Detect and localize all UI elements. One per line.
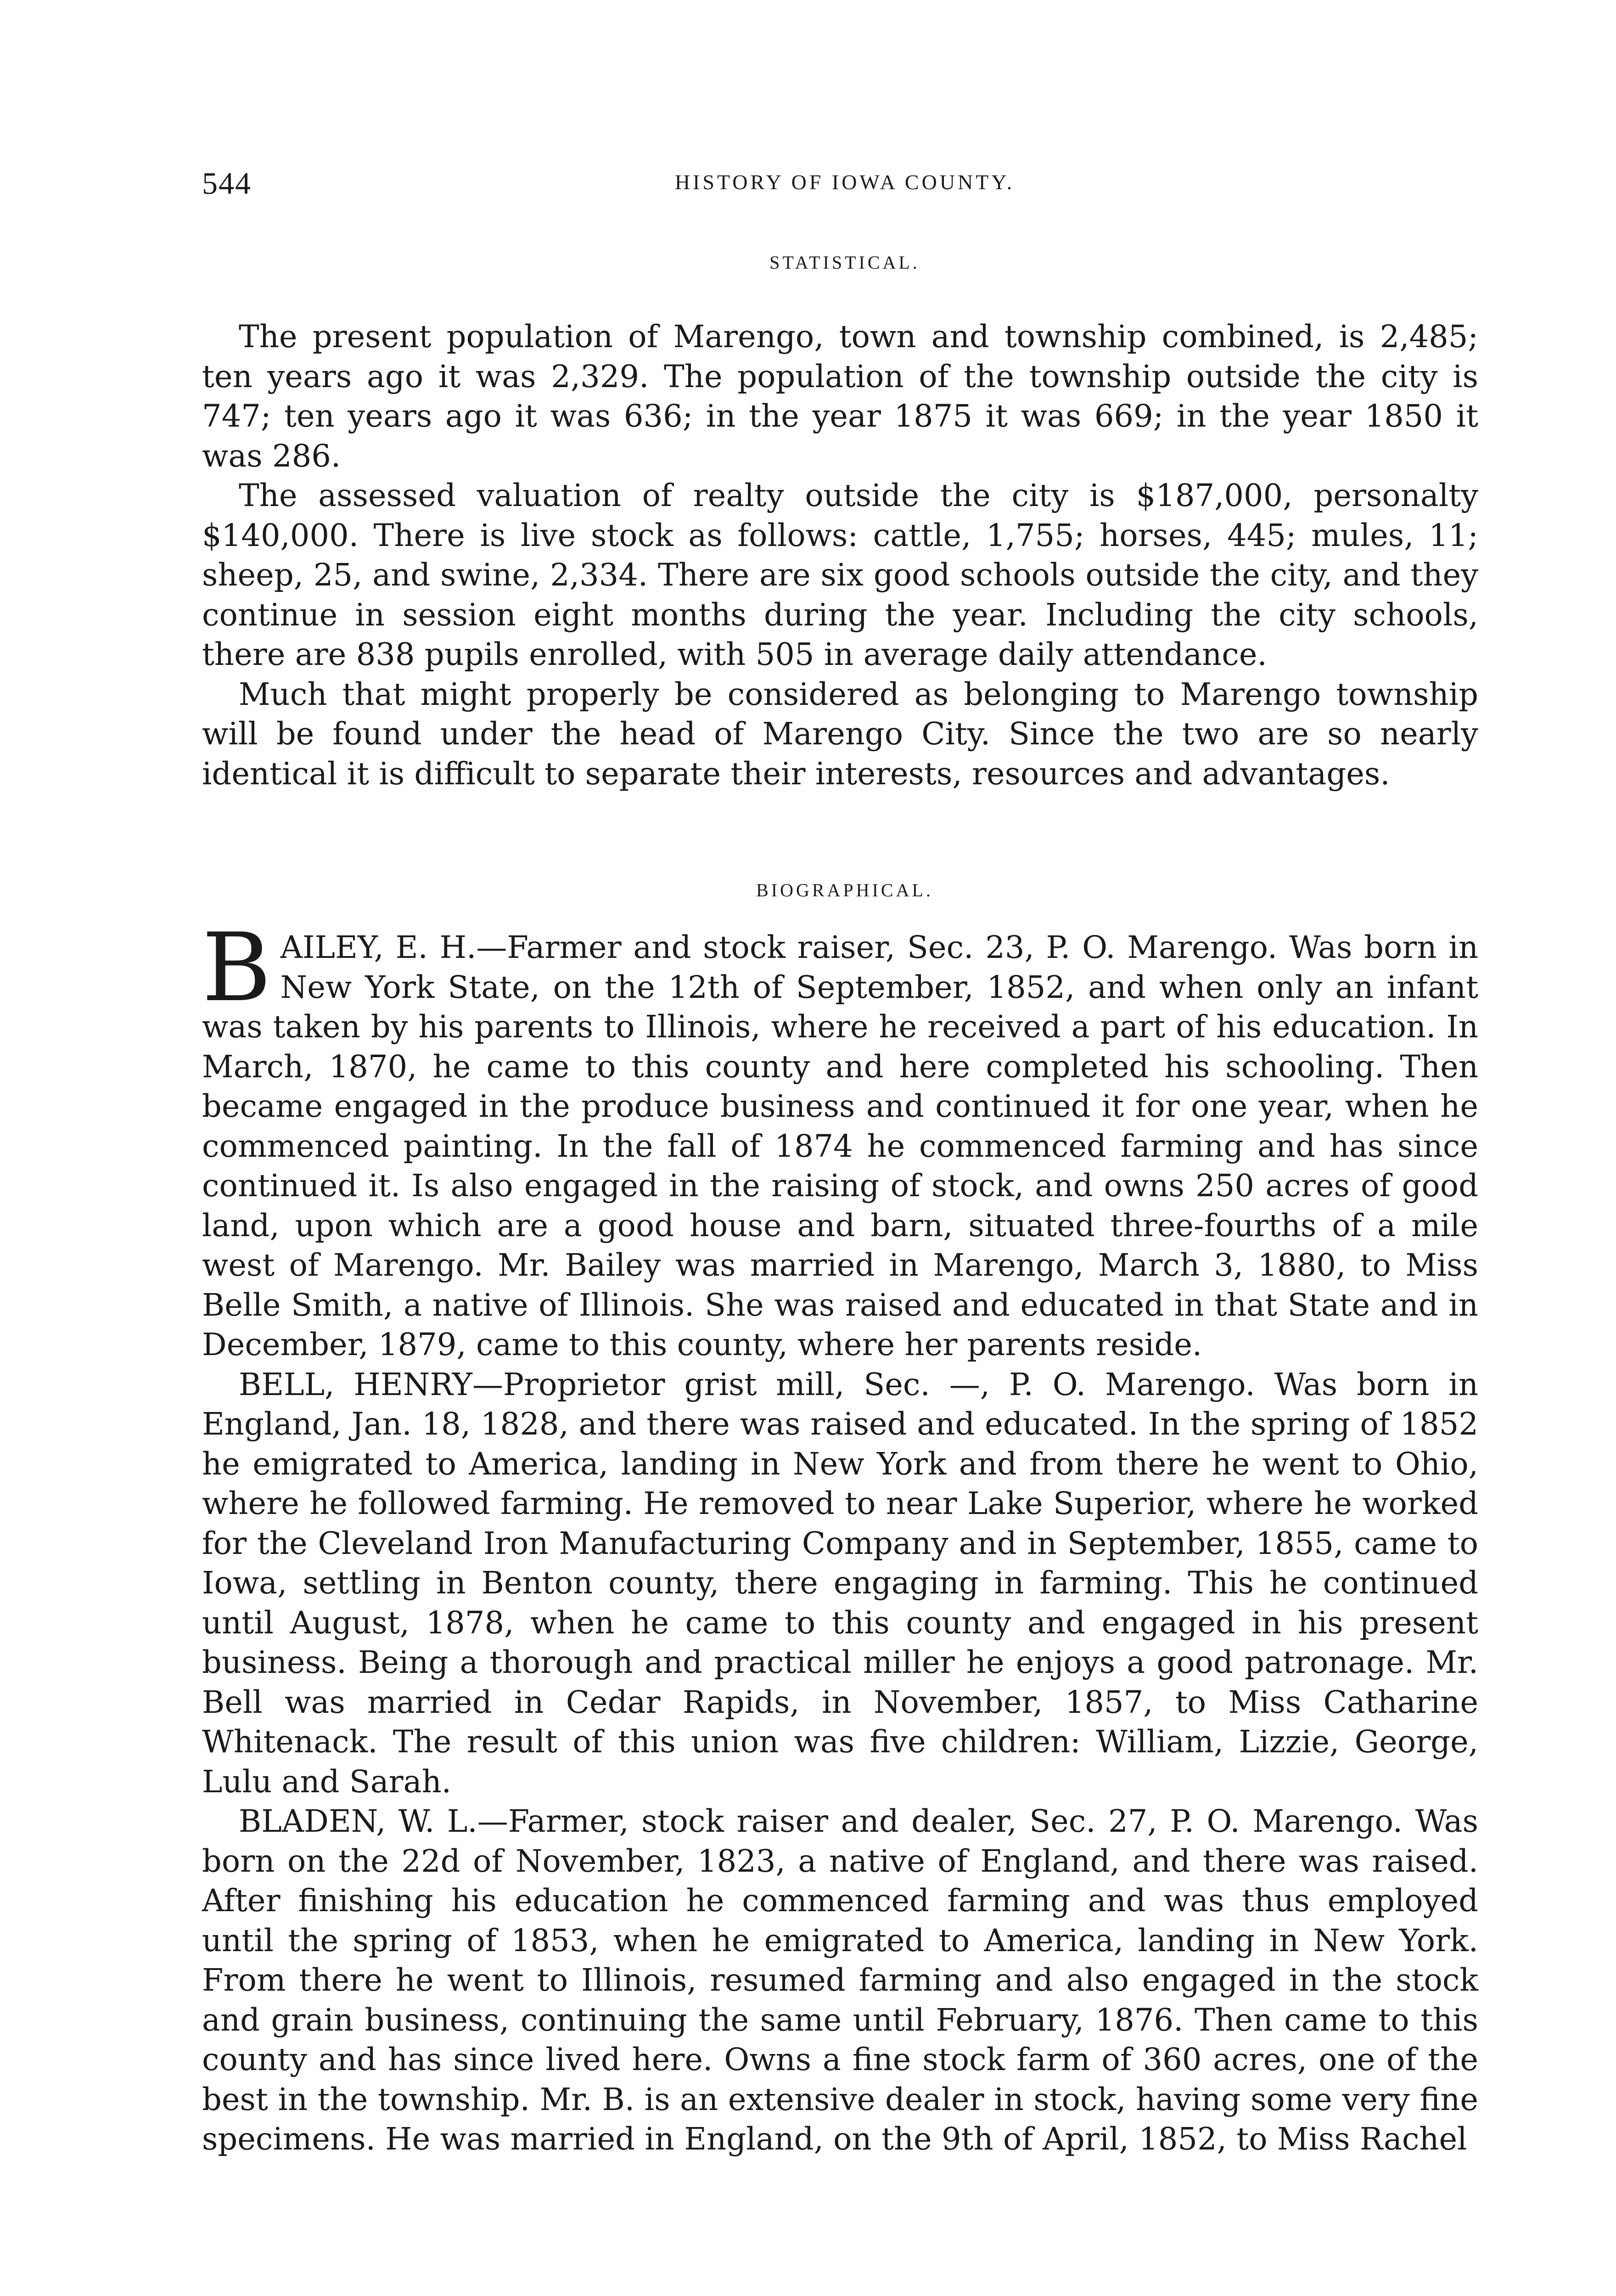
drop-cap-initial: B bbox=[202, 913, 271, 1023]
statistical-heading: STATISTICAL. bbox=[769, 252, 920, 273]
page-number: 544 bbox=[202, 166, 252, 201]
statistical-paragraph: Much that might properly be considered as belonging to Marengo township will be found under the head of Marengo City. Since the two are so nearly identical it is difficult to separate their interests, resources and advantages. bbox=[202, 676, 1478, 792]
biographical-heading: BIOGRAPHICAL. bbox=[756, 880, 933, 900]
statistical-paragraph: The assessed valuation of realty outside the city is $187,000, personalty $140,000. There is live stock as follows: cattle, 1,755; horses, 445; mules, 11; sheep, 25, and swine, 2,334. There are six good schools outside the city, and they continue in session eight months during the year. Including the city schools, there are 838 pupils enrolled, with 505 in average daily attendance. bbox=[202, 478, 1478, 672]
running-title: HISTORY OF IOWA COUNTY. bbox=[674, 170, 1015, 194]
statistical-section bbox=[202, 317, 1478, 793]
bio-entry-bell: BELL, HENRY—Proprietor grist mill, Sec. —, P. O. Marengo. Was born in England, Jan. 18, 1828, and there was raised and educated. In the spring of 1852 he emigrated to America, landing in New York and from there he went to Ohio, where he followed farming. He removed to near Lake Superior, where he worked for the Cleveland Iron Manufacturing Company and in September, 1855, came to Iowa, settling in Benton county, there engaging in farming. This he continued until August, 1878, when he came to this county and engaged in his present business. Being a thorough and practical miller he enjoys a good patronage. Mr. Bell was married in Cedar Rapids, in November, 1857, to Miss Catharine Whitenack. The result of this union was five children: William, Lizzie, George, Lulu and Sarah. bbox=[202, 1366, 1478, 1800]
bio-entry-bailey bbox=[202, 913, 1478, 1365]
statistical-paragraph: The present population of Marengo, town and township combined, is 2,485; ten years ago it was 2,329. The population of the township outside the city is 747; ten years ago it was 636; in the year 1875 it was 669; in the year 1850 it was 286. bbox=[202, 319, 1478, 474]
bio-entry-text: AILEY, E. H.—Farmer and stock raiser, Sec. 23, P. O. Marengo. Was born in New York State, on the 12th of September, 1852, and when only an infant was taken by his parents to Illinois, where he received a part of his education. In March, 1870, he came to this county and here completed his schooling. Then became engaged in the produce business and continued it for one year, when he commenced painting. In the fall of 1874 he commenced farming and has since continued it. Is also engaged in the raising of stock, and owns 250 acres of good land, upon which are a good house and barn, situated three-fourths of a mile west of Marengo. Mr. Bailey was married in Marengo, March 3, 1880, to Miss Belle Smith, a native of Illinois. She was raised and educated in that State and in December, 1879, came to this county, where her parents reside. bbox=[202, 929, 1478, 1362]
biographical-section bbox=[202, 913, 1478, 2159]
bio-entry-bladen: BLADEN, W. L.—Farmer, stock raiser and dealer, Sec. 27, P. O. Marengo. Was born on the 22d of November, 1823, a native of England, and there was raised. After finishing his education he commenced farming and was thus employed until the spring of 1853, when he emigrated to America, landing in New York. From there he went to Illinois, resumed farming and also engaged in the stock and grain business, continuing the same until February, 1876. Then came to this county and has since lived here. Owns a fine stock farm of 360 acres, one of the best in the township. Mr. B. is an extensive dealer in stock, having some very fine specimens. He was married in England, on the 9th of April, 1852, to Miss Rachel bbox=[202, 1803, 1478, 2157]
running-head bbox=[202, 165, 1487, 202]
